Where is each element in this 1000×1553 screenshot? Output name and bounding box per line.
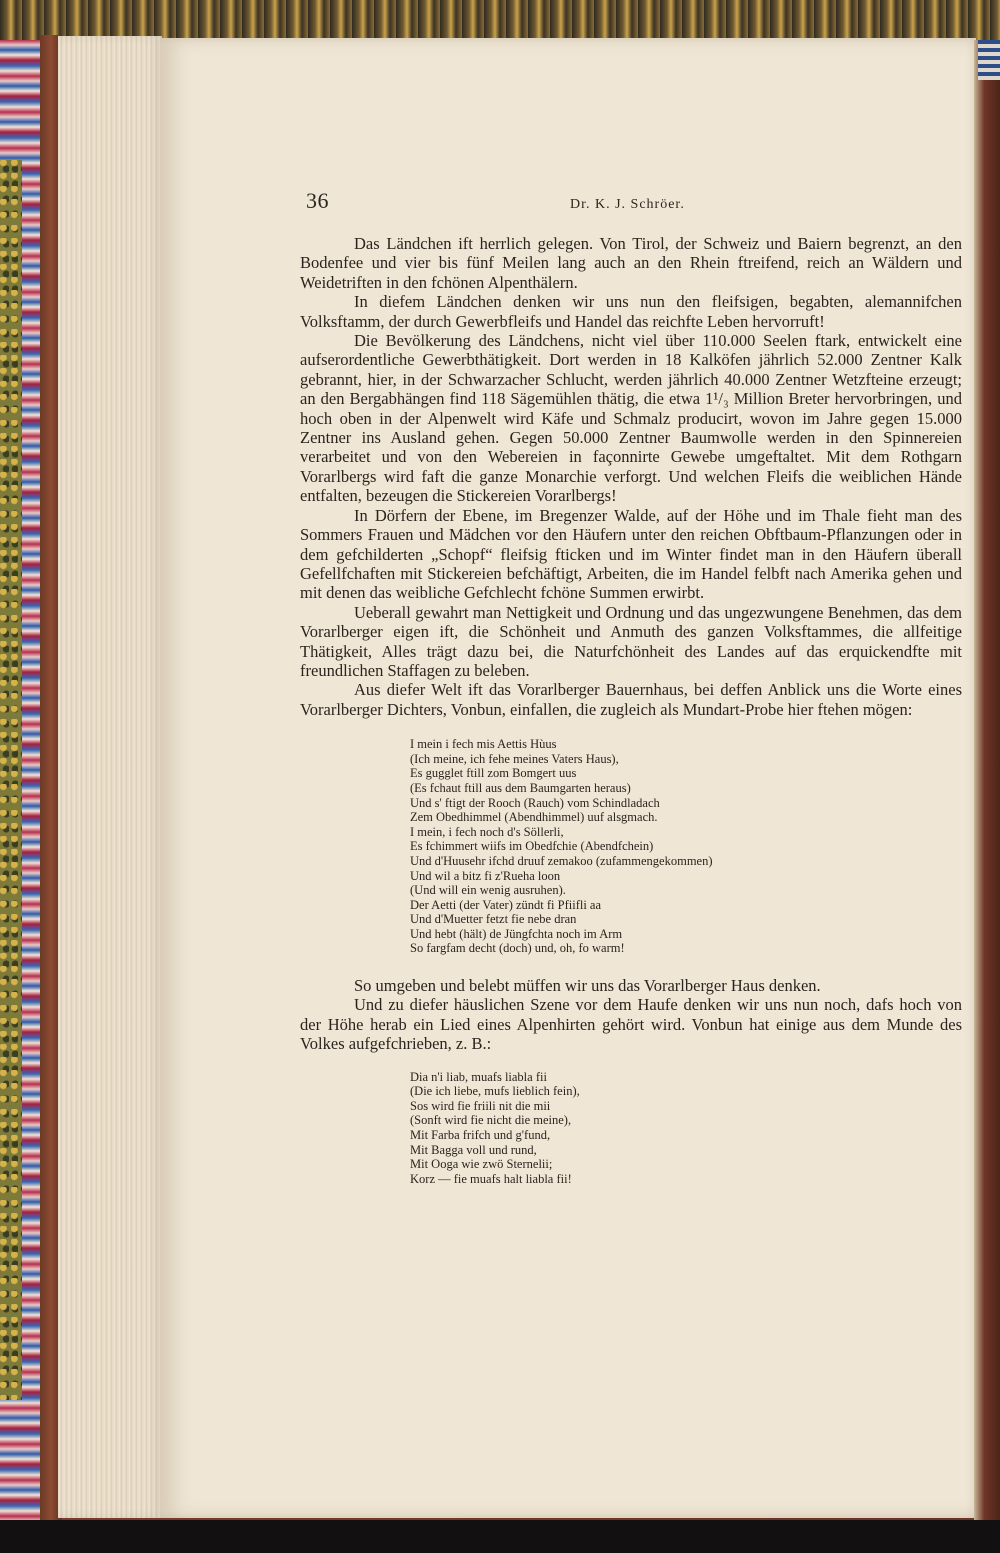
paragraph: Ueberall gewahrt man Nettigkeit und Ordnung und das ungezwungene Benehmen, das dem Vorarlberger eigen ift, die Schönheit und Anmuth des ganzen Volksftammes, die allfeitige Thätigkeit, Alles trägt dazu bei, die Naturfchönheit des Landes auf das erquickendfte mit freundlichen Staffagen zu beleben.	[300, 602, 962, 680]
book-cover-top-edge	[0, 0, 1000, 40]
paragraph: In diefem Ländchen denken wir uns nun den fleifsigen, begabten, alemannifchen Volksftamm, der durch Gewerbfleifs und Handel das reichfte Leben hervorruft!	[300, 292, 962, 331]
marbled-board-speckle	[0, 160, 22, 1400]
verse-line: (Ich meine, ich fehe meines Vaters Haus),	[410, 751, 619, 766]
paragraph: So umgeben und belebt müffen wir uns das Vorarlberger Haus denken.	[354, 976, 821, 996]
page-body	[300, 234, 962, 1206]
verse-line: (Sonft wird fie nicht die meine),	[410, 1113, 572, 1128]
book-right-edge-marbling	[978, 40, 1000, 80]
paragraph: Und zu diefer häuslichen Szene vor dem Haufe denken wir uns nun noch, dafs hoch von der Höhe herab ein Lied eines Alpenhirten gehört wird. Vonbun hat einige aus dem Munde des Volkes aufgefchrieben, z. B.:	[300, 995, 962, 1054]
verse-line: (Die ich liebe, mufs lieblich fein),	[410, 1084, 580, 1099]
verse-line: Es gugglet ftill zom Bomgert uus	[410, 766, 577, 781]
verse-line: Und wil a bitz fi z'Rueha loon	[410, 868, 561, 883]
stacked-page-edges	[58, 36, 162, 1518]
verse-line: So fargfam decht (doch) und, oh, fo warm!	[410, 941, 625, 956]
dialect-poem	[410, 737, 962, 956]
verse-line: (Es fchaut ftill aus dem Baumgarten heraus)	[410, 780, 631, 795]
paragraph: Aus diefer Welt ift das Vorarlberger Bauernhaus, bei deffen Anblick uns die Worte eines Vorarlberger Dichters, Vonbun, einfallen, die zugleich als Mundart-Probe hier ftehen mögen:	[300, 680, 962, 719]
verse-line: Korz — fie muafs halt liabla fii!	[410, 1171, 572, 1186]
verse-line: Dia n'i liab, muafs liabla fii	[410, 1069, 547, 1084]
verse-line: I mein, i fech noch d's Söllerli,	[410, 824, 564, 839]
verse-line: Mit Ooga wie zwö Sternelii;	[410, 1157, 553, 1172]
page-number: 36	[306, 188, 329, 213]
verse-line: Es fchimmert wiifs im Obedfchie (Abendfchein)	[410, 839, 654, 854]
verse-line: Mit Farba frifch und g'fund,	[410, 1128, 551, 1143]
verse-line: Und hebt (hält) de Jüngfchta noch im Arm	[410, 926, 623, 941]
paragraph: In Dörfern der Ebene, im Bregenzer Walde, auf der Höhe und im Thale fieht man des Sommers Frauen und Mädchen vor den Häufern unter den reichen Obftbaum-Pflanzungen oder in dem gefchilderten „Schopf“ fleifsig fticken und im Winter findet man in den Häufern überall Gefellfchaften mit Stickereien befchäftigt, Arbeiten, die im Handel felbft nach Amerika gehen und mit denen das weibliche Gefchlecht fchöne Summen erwirbt.	[300, 505, 962, 603]
verse-line: Zem Obedhimmel (Abendhimmel) uuf alsgmach.	[410, 810, 658, 825]
paragraph: Die Bevölkerung des Ländchens, nicht viel über 110.000 Seelen ftark, entwickelt eine aufserordentliche Gewerbthätigkeit. Dort werden in 18 Kalköfen jährlich 52.000 Zentner Kalk gebrannt, hier, in der Schwarzacher Schlucht, werden jährlich 40.000 Zentner Wetzfteine erzeugt; an den Bergabhängen find 118 Sägemühlen thätig, die etwa 1¹/₃ Million Breter hervorbringen, und hoch oben in der Alpenwelt wird Käfe und Schmalz producirt, wovon im Jahre gegen 15.000 Zentner ins Ausland gehen. Gegen 50.000 Zentner Baumwolle werden in den Spinnereien verarbeitet und von den Webereien in façonnirte Gewebe umgeftaltet. Mit dem Rothgarn Vorarlbergs wird faft die ganze Monarchie verforgt. Und welchen Fleifs die weiblichen Hände entfalten, bezeugen die Stickereien Vorarlbergs!	[300, 331, 962, 506]
paragraph: Das Ländchen ift herrlich gelegen. Von Tirol, der Schweiz und Baiern begrenzt, an den Bodenfee und vier bis fünf Meilen lang auch an den Rhein ftreifend, reich an Wäldern und Weidetriften in den fchönen Alpenthälern.	[300, 234, 962, 292]
book-right-edge	[974, 40, 1000, 1520]
verse-line: I mein i fech mis Aettis Hùus	[410, 737, 557, 752]
verse-line: Sos wird fie friili nit die mii	[410, 1098, 551, 1113]
book-cover-bottom-edge	[0, 1520, 1000, 1553]
verse-line: Und s' ftigt der Rooch (Rauch) vom Schindladach	[410, 795, 660, 810]
running-head: Dr. K. J. Schröer.	[570, 197, 685, 212]
verse-line: (Und will ein wenig ausruhen).	[410, 883, 566, 898]
verse-line: Der Aetti (der Vater) zündt fi Pfiifli aa	[410, 897, 602, 912]
verse-line: Und d'Muetter fetzt fie nebe dran	[410, 912, 577, 927]
verse-line: Mit Bagga voll und rund,	[410, 1142, 537, 1157]
verse-line: Und d'Huusehr ifchd druuf zemakoo (zufammengekommen)	[410, 853, 713, 868]
page-header	[306, 188, 966, 220]
folk-song	[410, 1070, 962, 1187]
